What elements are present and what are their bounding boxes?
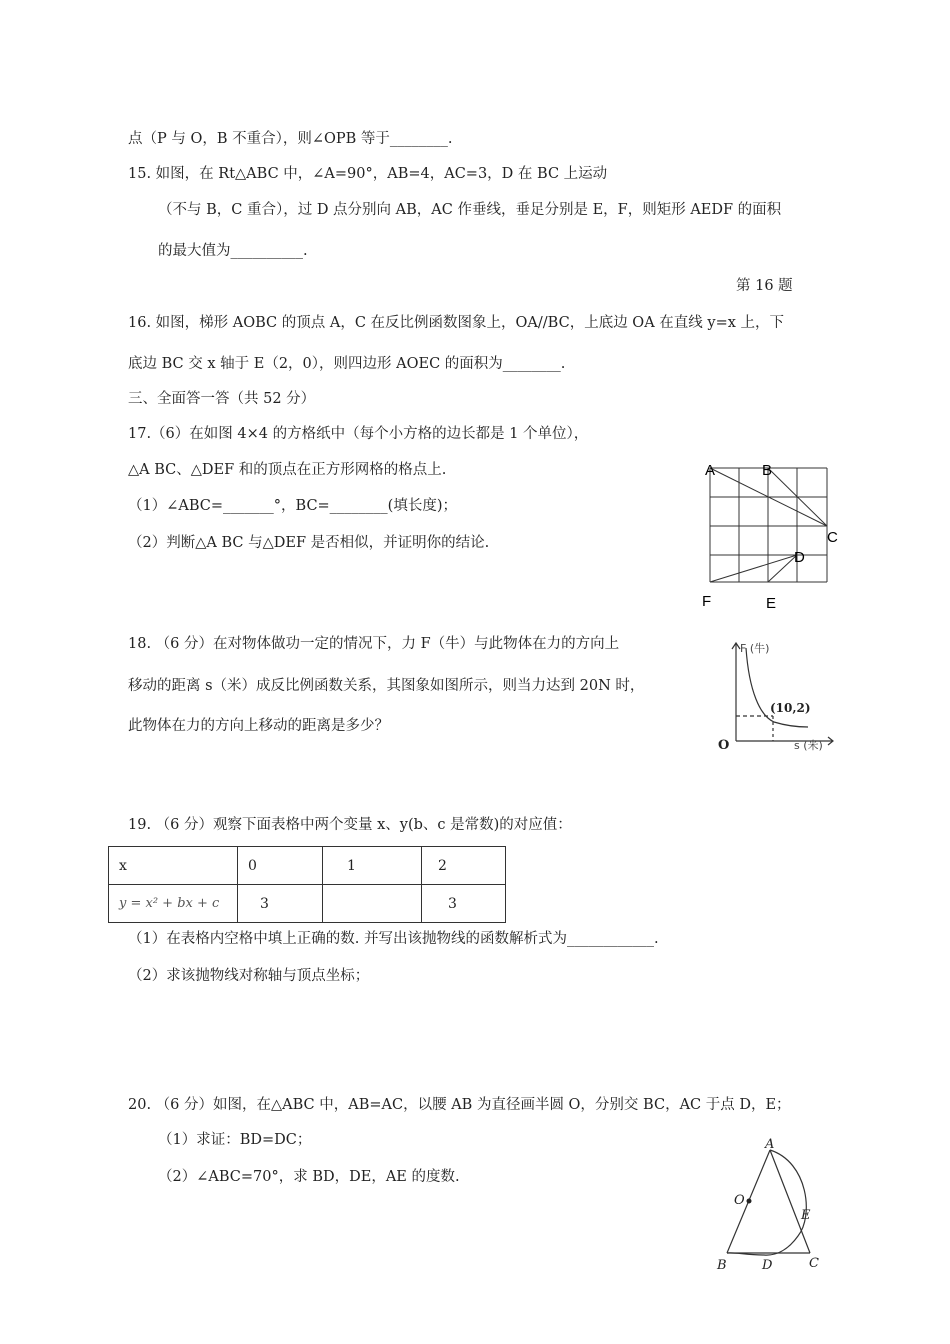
label-d: D bbox=[762, 1258, 773, 1272]
question-16: 16. 如图，梯形 AOBC 的顶点 A，C 在反比例函数图象上，OA//BC，上底边 OA 在直线 y=x 上，下 bbox=[128, 315, 785, 331]
label-a: A bbox=[765, 1137, 775, 1152]
table-row bbox=[109, 847, 506, 885]
question-15: 15. 如图，在 Rt△ABC 中，∠A=90°，AB=4，AC=3，D 在 BC 上运动 bbox=[128, 166, 608, 182]
text-line: （1）求证：BD=DC； bbox=[158, 1132, 312, 1148]
label-b: B bbox=[717, 1258, 727, 1272]
text-line: 点（P 与 O，B 不重合），则∠OPB 等于________. bbox=[128, 131, 453, 147]
formula-cell: y = x² + bx + c bbox=[109, 885, 238, 923]
text-line: 移动的距离 s（米）成反比例函数关系，其图象如图所示，则当力达到 20N 时， bbox=[128, 678, 645, 694]
text-line: （1）在表格内空格中填上正确的数. 并写出该抛物线的函数解析式为____________. bbox=[128, 931, 659, 947]
text-line: （1）∠ABC=_______°，BC=________(填长度)； bbox=[128, 498, 457, 514]
triangle-semicircle-figure bbox=[712, 1136, 836, 1272]
question-17: 17.（6）在如图 4×4 的方格纸中（每个小方格的边长都是 1 个单位）， bbox=[128, 426, 589, 442]
text-line: （2）求该抛物线对称轴与顶点坐标； bbox=[128, 968, 370, 984]
text-line: （2）∠ABC=70°，求 BD，DE，AE 的度数. bbox=[158, 1169, 460, 1185]
table-cell: 3 bbox=[422, 885, 506, 923]
table-cell: 1 bbox=[323, 847, 422, 885]
values-table bbox=[108, 846, 506, 923]
table-row bbox=[109, 885, 506, 923]
text-line: △A BC、△DEF 和的顶点在正方形网格的格点上. bbox=[128, 462, 447, 478]
table-cell: 2 bbox=[422, 847, 506, 885]
figure-caption: 第 16 题 bbox=[736, 278, 793, 294]
text-line: 底边 BC 交 x 轴于 E（2，0），则四边形 AOEC 的面积为________. bbox=[128, 356, 566, 372]
label-f: F bbox=[702, 593, 712, 610]
table-cell: x bbox=[109, 847, 238, 885]
section-heading: 三、全面答一答（共 52 分） bbox=[128, 391, 316, 407]
label-c: C bbox=[809, 1256, 819, 1271]
question-20: 20. （6 分）如图，在△ABC 中，AB=AC，以腰 AB 为直径画半圆 O，分别交 BC，AC 于点 D，E； bbox=[128, 1097, 791, 1113]
label-e: E bbox=[801, 1208, 811, 1223]
text-line: 此物体在力的方向上移动的距离是多少？ bbox=[128, 718, 389, 734]
table-cell: 3 bbox=[238, 885, 323, 923]
grid-figure bbox=[700, 458, 850, 618]
text-line: 的最大值为__________. bbox=[158, 243, 308, 259]
label-a: A bbox=[705, 462, 716, 479]
question-19: 19. （6 分）观察下面表格中两个变量 x、y(b、c 是常数)的对应值： bbox=[128, 817, 572, 833]
x-axis-label: s (米) bbox=[794, 739, 823, 752]
label-d: D bbox=[794, 549, 805, 566]
origin-label: O bbox=[718, 738, 730, 753]
y-axis-label: F (牛) bbox=[740, 642, 770, 655]
point-label: (10,2) bbox=[770, 701, 811, 715]
question-18: 18. （6 分）在对物体做功一定的情况下，力 F（牛）与此物体在力的方向上 bbox=[128, 636, 620, 652]
table-cell: 0 bbox=[238, 847, 323, 885]
label-c: C bbox=[827, 529, 838, 546]
table-cell bbox=[323, 885, 422, 923]
label-b: B bbox=[762, 462, 773, 479]
text-line: （不与 B，C 重合），过 D 点分别向 AB，AC 作垂线，垂足分别是 E，F，则矩形 AEDF 的面积 bbox=[158, 202, 782, 218]
inverse-function-graph bbox=[712, 636, 842, 758]
label-e: E bbox=[766, 595, 777, 612]
label-o: O bbox=[734, 1193, 745, 1208]
text-line: （2）判断△A BC 与△DEF 是否相似，并证明你的结论. bbox=[128, 535, 490, 551]
